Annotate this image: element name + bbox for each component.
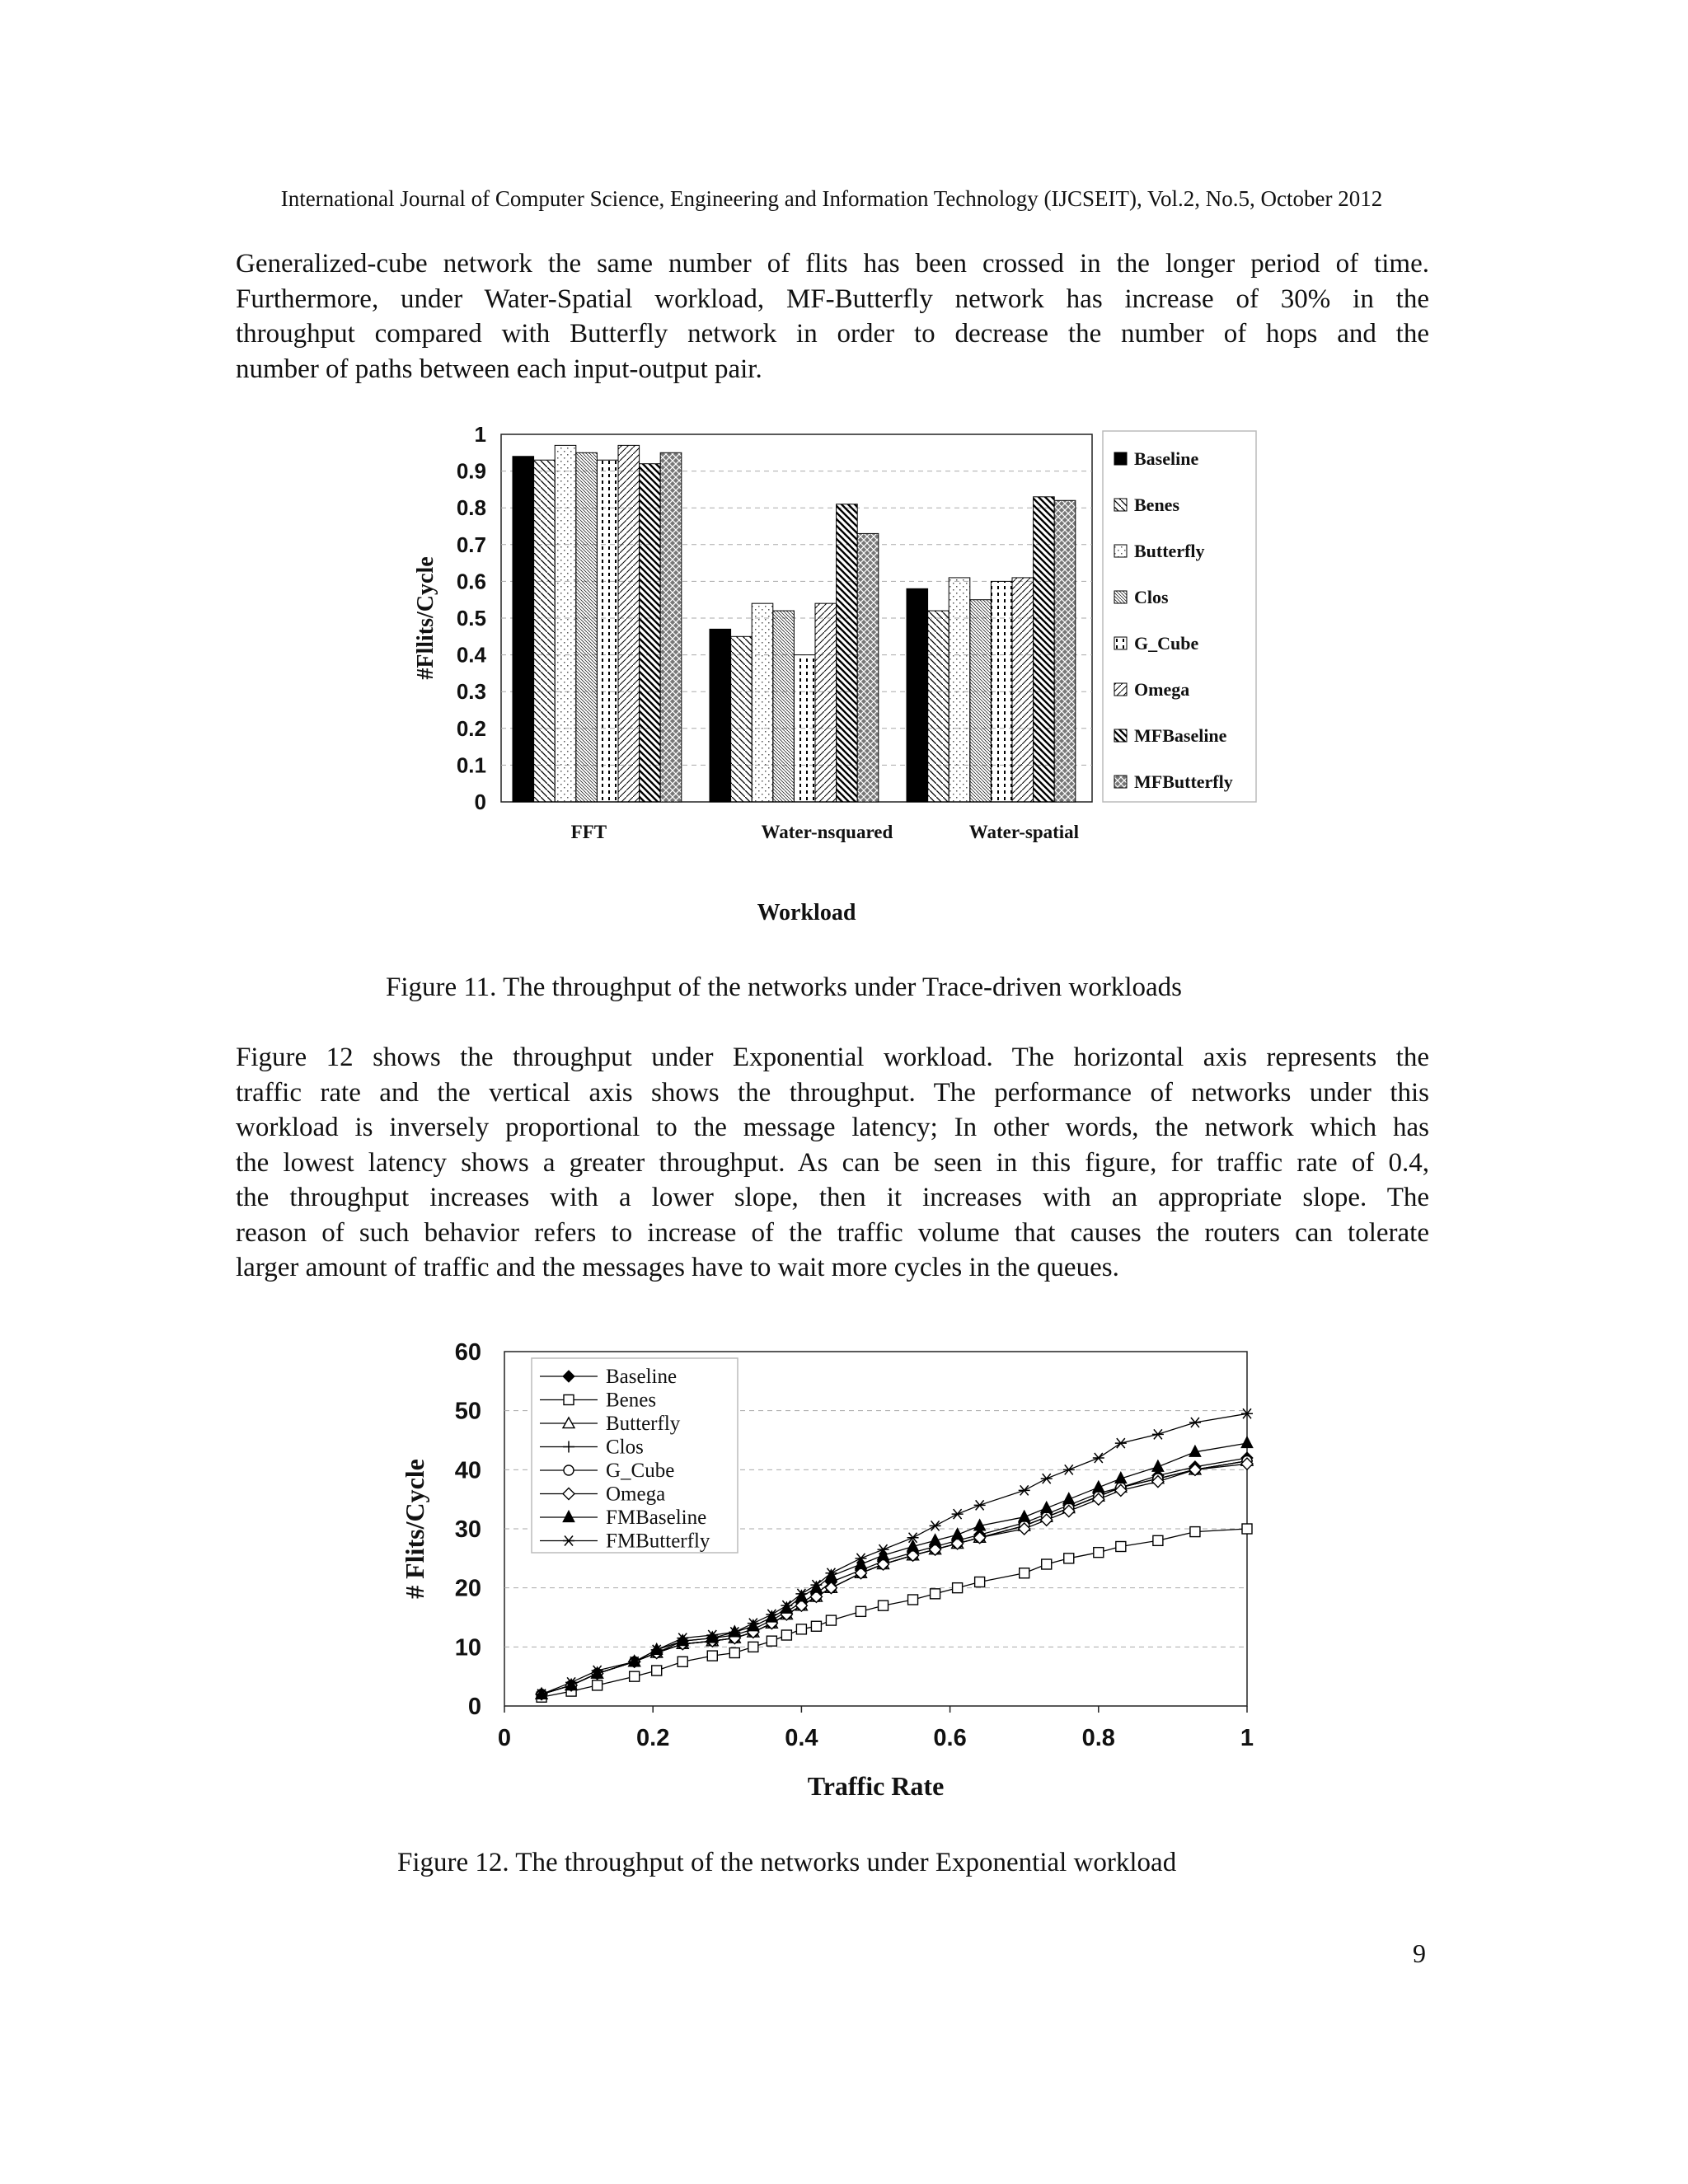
y-tick-label: 0 xyxy=(474,790,486,814)
legend-label: Butterfly xyxy=(606,1413,681,1435)
page-number: 9 xyxy=(1413,1938,1426,1968)
data-point xyxy=(593,1680,603,1690)
x-tick-label: 0 xyxy=(497,1725,512,1751)
bar-g_cube xyxy=(991,581,1012,802)
bar-clos xyxy=(773,611,795,802)
data-point xyxy=(953,1583,963,1593)
legend-label: Benes xyxy=(606,1389,657,1412)
legend-label: Baseline xyxy=(606,1366,678,1388)
y-tick-label: 10 xyxy=(454,1634,481,1661)
legend-label: MFButterfly xyxy=(1134,771,1233,792)
legend-label: Butterfly xyxy=(1134,541,1205,561)
x-category-label: Water-nsquared xyxy=(761,822,893,842)
data-point xyxy=(1064,1554,1074,1563)
y-tick-label: 0.2 xyxy=(456,715,486,741)
text-line: larger amount of traffic and the messages have to wait more cycles in the queues. xyxy=(236,1253,1119,1282)
legend-swatch-clos xyxy=(1114,591,1127,603)
bar-mfbutterfly xyxy=(857,533,879,802)
data-point xyxy=(931,1589,940,1599)
journal-header: International Journal of Computer Science, Engineering and Information Technology (IJCSEIT), Vol.2, No.5, October 2012 xyxy=(280,186,1383,211)
legend-label: Omega xyxy=(1134,679,1190,700)
data-point xyxy=(856,1606,865,1616)
bar-clos xyxy=(970,600,992,802)
legend-swatch-mfbutterfly xyxy=(1114,776,1127,788)
data-point xyxy=(1153,1535,1163,1545)
data-point xyxy=(796,1624,806,1634)
data-point xyxy=(678,1657,687,1666)
line-chart-figure-12 xyxy=(387,1327,1294,1813)
text-line: Generalized-cube network the same number of flits has been crossed in the longer period of time. xyxy=(236,249,1429,279)
text-line: reason of such behavior refers to increase of the traffic volume that causes the routers can tolerate xyxy=(236,1217,1429,1248)
data-point xyxy=(781,1630,791,1640)
data-point xyxy=(1020,1568,1029,1578)
legend-label: MFBaseline xyxy=(1134,725,1227,746)
legend-label: Clos xyxy=(1134,587,1169,607)
legend-label: G_Cube xyxy=(606,1460,675,1482)
y-tick-label: 0.8 xyxy=(456,495,486,521)
legend-swatch-omega xyxy=(1114,683,1127,696)
x-category-label: Water-spatial xyxy=(968,822,1080,842)
bar-butterfly xyxy=(949,578,970,802)
data-point xyxy=(811,1621,821,1631)
legend-swatch-g_cube xyxy=(1114,637,1127,649)
x-axis-title: Workload xyxy=(757,900,856,926)
data-point xyxy=(729,1648,739,1658)
bar-g_cube xyxy=(794,655,815,802)
y-tick-label: 1 xyxy=(474,422,486,447)
bar-mfbaseline xyxy=(640,464,661,802)
bar-mfbaseline xyxy=(1034,497,1055,802)
text-line: Figure 12 shows the throughput under Exponential workload. The horizontal axis represents the xyxy=(236,1043,1429,1072)
data-point xyxy=(1094,1548,1104,1558)
paragraph-1 xyxy=(236,246,1429,387)
bar-clos xyxy=(576,452,598,802)
legend-swatch-baseline xyxy=(1114,452,1127,465)
y-tick-label: 50 xyxy=(454,1398,481,1425)
bar-baseline xyxy=(513,457,534,802)
text-line: the throughput increases with a lower slope, then it increases with an appropriate slope. The xyxy=(236,1183,1429,1212)
x-tick-label: 0.6 xyxy=(933,1725,967,1751)
y-axis-title: # Flits/Cycle xyxy=(400,1459,429,1599)
legend-label: Omega xyxy=(606,1483,666,1506)
x-tick-label: 0.2 xyxy=(636,1725,670,1751)
data-point xyxy=(908,1595,918,1605)
y-axis-title: #Fllits/Cycle xyxy=(413,556,438,680)
legend-marker xyxy=(564,1465,574,1475)
legend-swatch-butterfly xyxy=(1114,545,1127,557)
bar-mfbaseline xyxy=(837,504,858,802)
bar-benes xyxy=(731,636,753,802)
legend-label: Baseline xyxy=(1134,448,1199,469)
figure-12-caption: Figure 12. The throughput of the networks under Exponential workload xyxy=(397,1848,1177,1877)
y-tick-label: 0.6 xyxy=(456,569,486,594)
y-tick-label: 0.4 xyxy=(456,642,486,668)
y-tick-label: 40 xyxy=(454,1457,481,1484)
data-point xyxy=(748,1642,758,1652)
bar-omega xyxy=(1012,578,1034,802)
x-axis-title: Traffic Rate xyxy=(807,1771,945,1801)
text-line: throughput compared with Butterfly network in order to decrease the number of hops and the xyxy=(236,319,1429,349)
legend-label: FMBaseline xyxy=(606,1507,707,1529)
data-point xyxy=(630,1671,640,1681)
y-tick-label: 30 xyxy=(454,1516,481,1543)
bar-mfbutterfly xyxy=(1054,500,1076,802)
bar-omega xyxy=(618,445,640,802)
y-tick-label: 0.1 xyxy=(456,752,486,778)
bar-benes xyxy=(928,611,950,802)
x-category-label: FFT xyxy=(570,822,607,842)
legend-box xyxy=(1103,431,1256,802)
x-tick-label: 1 xyxy=(1240,1725,1254,1751)
data-point xyxy=(767,1636,776,1646)
legend-label: FMButterfly xyxy=(606,1530,710,1553)
legend-marker xyxy=(564,1395,574,1405)
legend-label: G_Cube xyxy=(1134,633,1199,654)
data-point xyxy=(1190,1527,1200,1537)
bar-mfbutterfly xyxy=(660,452,682,802)
text-line: traffic rate and the vertical axis shows the throughput. The performance of networks under this xyxy=(236,1077,1429,1108)
y-tick-label: 0.7 xyxy=(456,532,486,557)
data-point xyxy=(652,1666,662,1675)
bar-butterfly xyxy=(555,445,576,802)
text-line: the lowest latency shows a greater throughput. As can be seen in this figure, for traffic rate of 0.4, xyxy=(236,1147,1429,1178)
y-tick-label: 0.5 xyxy=(456,606,486,630)
x-tick-label: 0.4 xyxy=(785,1725,818,1751)
y-tick-label: 0 xyxy=(467,1694,481,1720)
text-line: Furthermore, under Water-Spatial workload, MF-Butterfly network has increase of 30% in the xyxy=(236,284,1429,314)
paragraph-2 xyxy=(236,1040,1429,1286)
text-line: workload is inversely proportional to the message latency; In other words, the network which has xyxy=(236,1113,1429,1142)
bar-baseline xyxy=(710,629,731,802)
legend-label: Benes xyxy=(1134,494,1179,515)
bar-omega xyxy=(815,603,837,802)
y-tick-label: 0.3 xyxy=(456,679,486,705)
legend-label: Clos xyxy=(606,1436,644,1459)
legend-swatch-mfbaseline xyxy=(1114,729,1127,742)
bar-g_cube xyxy=(597,460,618,802)
x-tick-label: 0.8 xyxy=(1081,1725,1115,1751)
data-point xyxy=(707,1651,717,1661)
data-point xyxy=(1116,1542,1126,1552)
bar-benes xyxy=(534,460,556,802)
bar-butterfly xyxy=(752,603,773,802)
data-point xyxy=(975,1577,985,1587)
y-tick-label: 60 xyxy=(454,1339,481,1366)
data-point xyxy=(1242,1524,1252,1534)
bar-baseline xyxy=(907,588,928,802)
data-point xyxy=(826,1615,836,1625)
text-line: number of paths between each input-output pair. xyxy=(236,354,762,384)
y-tick-label: 0.9 xyxy=(456,458,486,484)
bar-chart-figure-11 xyxy=(396,408,1269,935)
figure-11-caption: Figure 11. The throughput of the networks under Trace-driven workloads xyxy=(386,972,1182,1002)
legend-swatch-benes xyxy=(1114,499,1127,511)
y-tick-label: 20 xyxy=(454,1575,481,1602)
data-point xyxy=(879,1601,889,1610)
data-point xyxy=(1042,1559,1052,1569)
